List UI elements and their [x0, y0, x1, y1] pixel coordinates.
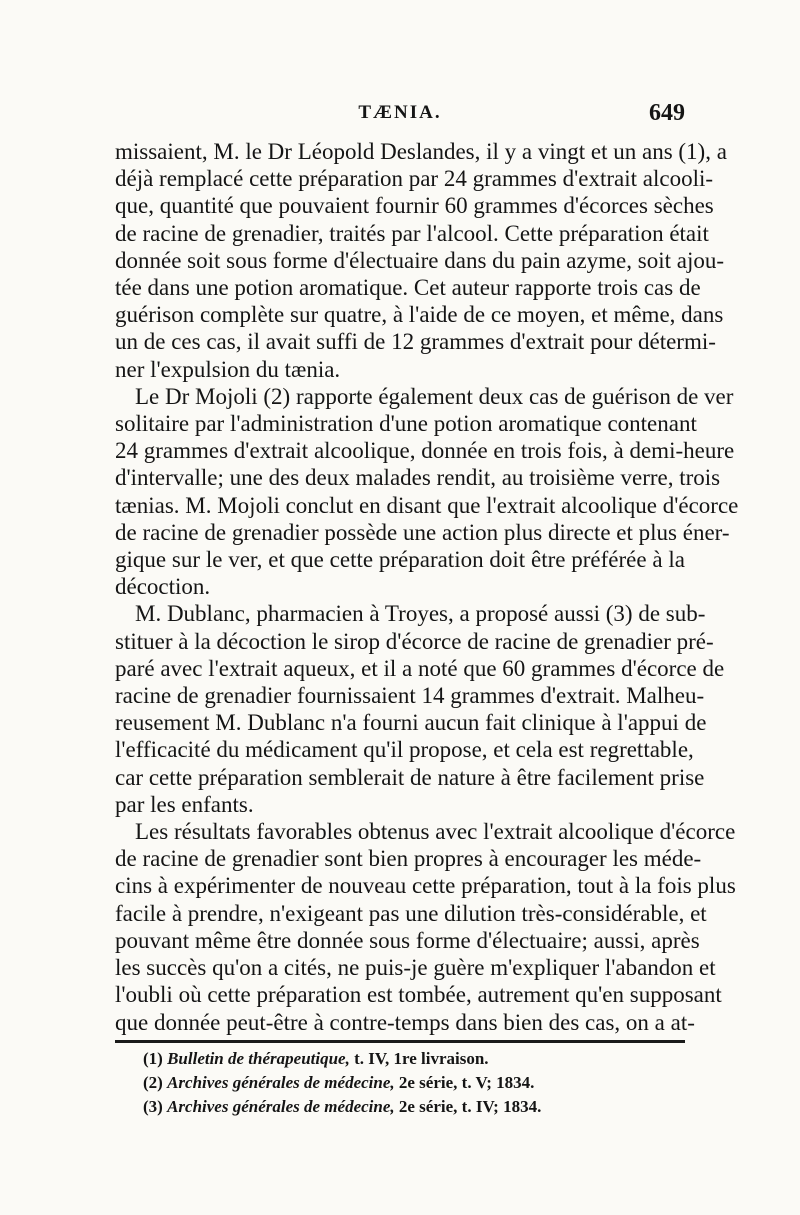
- text-line: M. Dublanc, pharmacien à Troyes, a proposé aussi (3) de sub-: [135, 601, 706, 627]
- text-line: d'intervalle; une des deux malades rendit, au troisième verre, trois: [115, 465, 721, 491]
- footnote-detail: 2e série, t. IV; 1834.: [394, 1097, 542, 1116]
- page-number: 649: [649, 100, 685, 126]
- text-line: ner l'expulsion du tænia.: [115, 356, 341, 382]
- footnote: [143, 1047, 663, 1071]
- footnote-source: Archives générales de médecine,: [167, 1097, 395, 1116]
- text-line: les succès qu'on a cités, ne puis-je guère m'expliquer l'abandon et: [115, 955, 716, 981]
- text-line: tænias. M. Mojoli conclut en disant que l'extrait alcoolique d'écorce: [115, 492, 739, 518]
- footnote-rule: [115, 1040, 685, 1043]
- text-line: guérison complète sur quatre, à l'aide de ce moyen, et même, dans: [115, 302, 724, 328]
- text-line: missaient, M. le Dr Léopold Deslandes, il y a vingt et un ans (1), a: [115, 139, 727, 164]
- text-line: un de ces cas, il avait suffi de 12 grammes d'extrait pour détermi-: [115, 329, 716, 355]
- text-line: reusement M. Dublanc n'a fourni aucun fait clinique à l'appui de: [115, 710, 707, 736]
- footnote-number: (2): [143, 1073, 163, 1092]
- text-line: solitaire par l'administration d'une potion aromatique contenant: [115, 411, 697, 437]
- text-line: que donnée peut-être à contre-temps dans bien des cas, on a at-: [115, 1009, 695, 1035]
- text-line: décoction.: [115, 574, 211, 600]
- text-line: cins à expérimenter de nouveau cette préparation, tout à la fois plus: [115, 873, 736, 899]
- text-line: Le Dr Mojoli (2) rapporte également deux cas de guérison de ver: [135, 383, 734, 409]
- footnote-number: (3): [143, 1097, 163, 1116]
- footnote: [143, 1095, 663, 1119]
- text-line: déjà remplacé cette préparation par 24 grammes d'extrait alcooli-: [115, 166, 714, 192]
- footnote-number: (1): [143, 1049, 163, 1068]
- text-line: facile à prendre, n'exigeant pas une dilution très-considérable, et: [115, 900, 707, 926]
- text-line: de racine de grenadier, traités par l'alcool. Cette préparation était: [115, 220, 709, 246]
- text-line: que, quantité que pouvaient fournir 60 grammes d'écorces sèches: [115, 193, 714, 219]
- text-line: l'efficacité du médicament qu'il propose, et cela est regrettable,: [115, 737, 694, 763]
- running-title: TÆNIA.: [358, 102, 442, 123]
- text-line: gique sur le ver, et que cette préparation doit être préférée à la: [115, 547, 685, 573]
- page-header: [115, 100, 685, 130]
- footnote-detail: t. IV, 1re livraison.: [349, 1049, 489, 1068]
- text-line: car cette préparation semblerait de nature à être facilement prise: [115, 764, 705, 790]
- text-line: par les enfants.: [115, 791, 254, 817]
- footnote-source: Archives générales de médecine,: [167, 1073, 395, 1092]
- text-line: pouvant même être donnée sous forme d'électuaire; aussi, après: [115, 927, 700, 953]
- footnote-detail: 2e série, t. V; 1834.: [394, 1073, 535, 1092]
- text-line: l'oubli où cette préparation est tombée, autrement qu'en supposant: [115, 982, 722, 1008]
- footnotes: [143, 1047, 663, 1119]
- footnote-source: Bulletin de thérapeutique,: [167, 1049, 350, 1068]
- text-line: paré avec l'extrait aqueux, et il a noté que 60 grammes d'écorce de: [115, 655, 725, 681]
- text-line: tée dans une potion aromatique. Cet auteur rapporte trois cas de: [115, 275, 701, 301]
- text-line: de racine de grenadier sont bien propres à encourager les méde-: [115, 846, 702, 872]
- text-line: donnée soit sous forme d'électuaire dans du pain azyme, soit ajou-: [115, 247, 724, 273]
- text-line: stituer à la décoction le sirop d'écorce de racine de grenadier pré-: [115, 628, 714, 654]
- body-text: [115, 138, 739, 1036]
- text-line: de racine de grenadier possède une action plus directe et plus éner-: [115, 519, 730, 545]
- text-line: 24 grammes d'extrait alcoolique, donnée en trois fois, à demi-heure: [115, 438, 735, 464]
- footnote: [143, 1071, 663, 1095]
- text-line: Les résultats favorables obtenus avec l'extrait alcoolique d'écorce: [135, 819, 736, 845]
- text-line: racine de grenadier fournissaient 14 grammes d'extrait. Malheu-: [115, 683, 705, 709]
